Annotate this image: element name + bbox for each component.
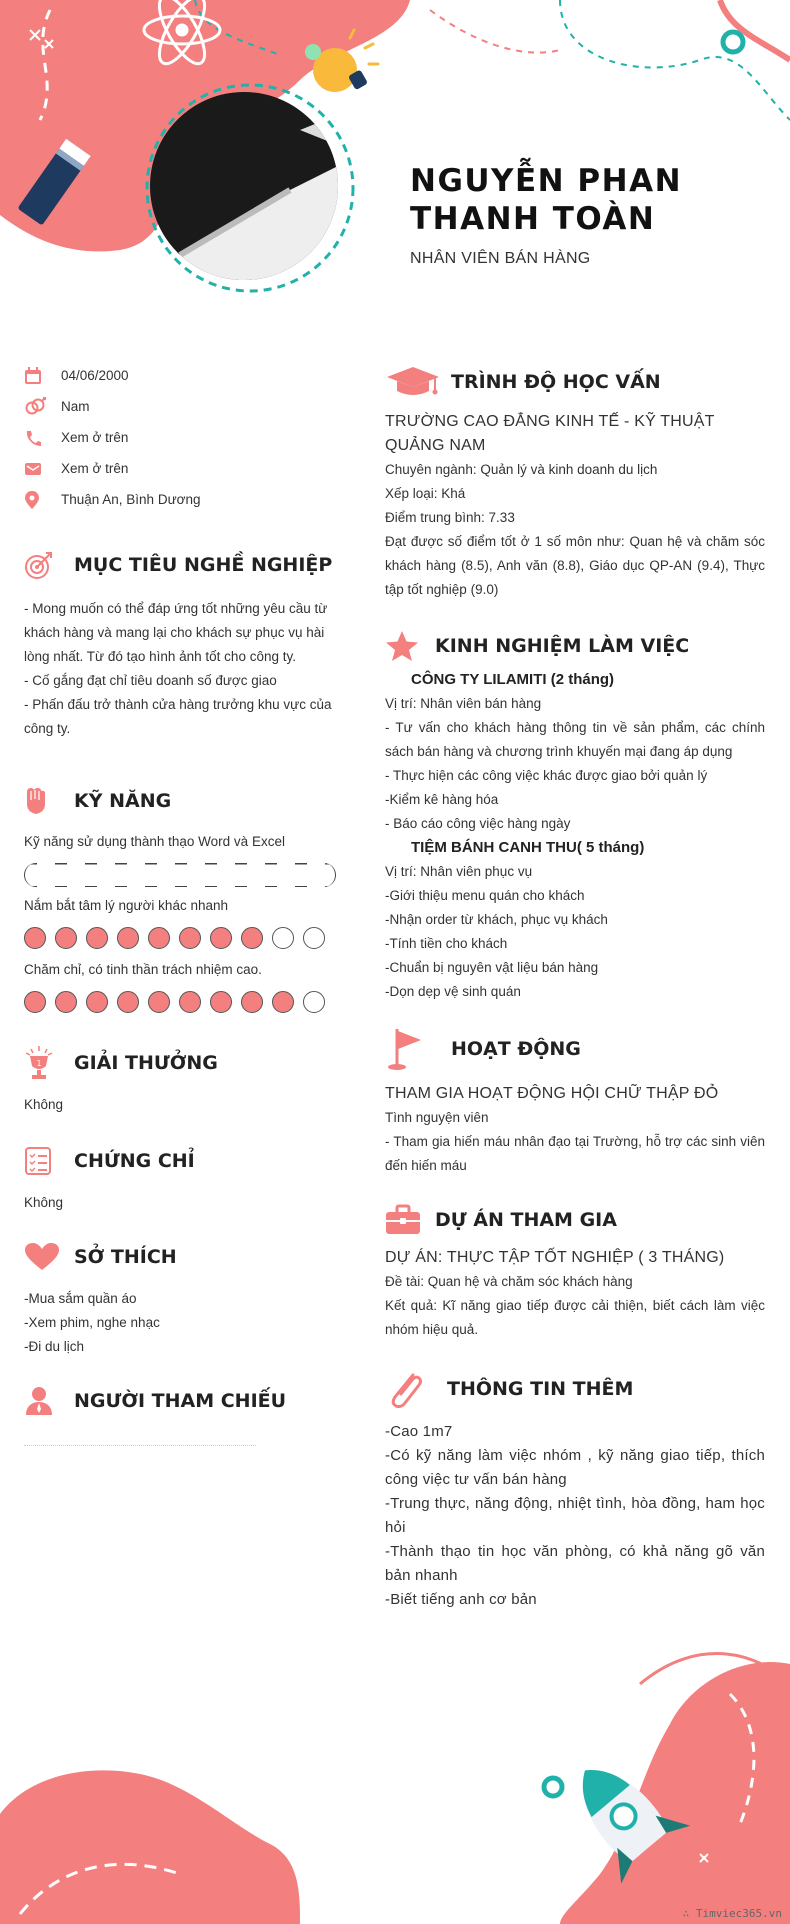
- full-name-line2: THANH TOÀN: [410, 201, 656, 237]
- rating-dot: [24, 991, 46, 1013]
- rating-dot: [86, 927, 108, 949]
- rating-dot: [241, 991, 263, 1013]
- contact-list: [24, 360, 344, 515]
- fist-icon: [24, 786, 74, 816]
- objective-header: [24, 543, 344, 587]
- education-title: TRÌNH ĐỘ HỌC VẤN: [451, 371, 661, 393]
- briefcase-icon: [385, 1204, 435, 1236]
- rating-dot: [303, 927, 325, 949]
- skill-rating-bar: [24, 863, 336, 887]
- awards-text: Không: [24, 1097, 64, 1112]
- calendar-icon: [24, 367, 61, 385]
- rating-dot: [148, 927, 170, 949]
- rating-dot: [24, 927, 46, 949]
- education-details: Chuyên ngành: Quản lý và kinh doanh du lịch Xếp loại: Khá Điểm trung bình: 7.33 Đạt được số điểm tốt ở 1 số môn như: Quan hệ và chăm sóc khách hàng (8.5), Anh văn (8.8), Giáo dục QP-AN (9.4), Thực tập tốt nghiệp (9.0): [385, 462, 765, 597]
- extra-text: -Cao 1m7 -Có kỹ năng làm việc nhóm , kỹ năng giao tiếp, thích công việc tư vấn bán hàng -Trung thực, năng động, nhiệt tình, hòa đồng, ham học hỏi -Thành thạo tin học văn phòng, có khả năng gõ văn bản nhanh -Biết tiếng anh cơ bản: [385, 1423, 765, 1608]
- skill-item: Nắm bắt tâm lý người khác nhanh: [24, 895, 344, 951]
- skill-item: Kỹ năng sử dụng thành thạo Word và Excel: [24, 831, 344, 887]
- certificates-header: [24, 1139, 344, 1183]
- watermark: ∴ Timviec365.vn: [682, 1907, 782, 1920]
- checklist-icon: [24, 1146, 74, 1176]
- job-entry: CÔNG TY LILAMITI (2 tháng) Vị trí: Nhân viên bán hàng - Tư vấn cho khách hàng thông tin về sản phẩm, các chính sách bán hàng và chương trình khuyến mại đang áp dụng - Thực hiện các công việc khác được giao bởi quản lý -Kiểm kê hàng hóa - Báo cáo công việc hàng ngày: [385, 668, 765, 836]
- paperclip-icon: [385, 1369, 447, 1409]
- svg-text:1: 1: [36, 1059, 42, 1068]
- target-icon: [24, 550, 74, 580]
- skills-title: KỸ NĂNG: [74, 790, 172, 812]
- phone-icon: [24, 429, 61, 447]
- rating-dot: [117, 991, 139, 1013]
- rating-dot: [86, 991, 108, 1013]
- name-block: [410, 162, 770, 268]
- objective-text: - Mong muốn có thể đáp ứng tốt những yêu cầu từ khách hàng và mang lại cho khách sự phục vụ hài lòng nhất. Từ đó tạo hình ảnh tốt cho công ty. - Cố gắng đạt chỉ tiêu doanh số được giao - Phấn đấu trở thành cửa hàng trưởng khu vực của công ty.: [24, 601, 332, 736]
- hobbies-title: SỞ THÍCH: [74, 1246, 177, 1268]
- contact-birthday: 04/06/2000: [24, 360, 344, 391]
- email-icon: [24, 461, 61, 477]
- contact-location: Thuận An, Bình Dương: [24, 484, 344, 515]
- rating-dot: [272, 927, 294, 949]
- rating-dot: [179, 927, 201, 949]
- rating-dot: [210, 927, 232, 949]
- references-header: [24, 1379, 344, 1423]
- star-icon: [385, 630, 435, 662]
- experience-title: KINH NGHIỆM LÀM VIỆC: [435, 635, 690, 657]
- awards-header: [24, 1041, 344, 1085]
- skill-rating: [24, 991, 344, 1015]
- projects-title: DỰ ÁN THAM GIA: [435, 1209, 617, 1231]
- bottom-decoration: [0, 1594, 790, 1924]
- company-name: TIỆM BÁNH CANH THU( 5 tháng): [411, 839, 645, 856]
- awards-title: GIẢI THƯỞNG: [74, 1052, 218, 1074]
- company-name: CÔNG TY LILAMITI (2 tháng): [411, 671, 615, 688]
- right-column: TRÌNH ĐỘ HỌC VẤN TRƯỜNG CAO ĐẲNG KINH TẾ - KỸ THUẬT QUẢNG NAM Chuyên ngành: Quản lý và kinh doanh du lịch Xếp loại: Khá Điểm trung bình: 7.33 Đạt được số điểm tốt ở 1 số môn như: Quan hệ và chăm sóc khách hàng (8.5), Anh văn (8.8), Giáo dục QP-AN (9.4), Thực tập tốt nghiệp (9.0) KINH NGHIỆM LÀM VIỆC CÔNG TY LILAMITI (2 tháng) Vị trí: Nhân viên bán hàng - Tư vấn cho khách hàng thông tin về sản phẩm, các chính sách bán hàng và chương trình khuyến mại đang áp dụng - Thực hiện các công việc khác được giao bởi quản lý -Kiểm kê hàng hóa - Báo cáo công việc hàng ngày TIỆM BÁNH CANH THU( 5 tháng) Vị trí: Nhân viên phục vụ -Giới thiệu menu quán cho khách -Nhận order từ khách, phục vụ khách -Tính tiền cho khách -Chuẩn bị nguyên vật liệu bán hàng -Dọn dẹp vệ sinh quán HOẠT ĐỘNG THAM GIA HOẠT ĐỘNG HỘI CHỮ THẬP ĐỎ Tình nguyện viên - Tham gia hiến máu nhân đạo tại Trường, hỗ trợ các sinh viên đến hiến máu DỰ ÁN THAM GIA DỰ ÁN: THỰC TẬP TỐT NGHIỆP ( 3 THÁNG) Đề tài: Quan hệ và chăm sóc khách hàng Kết quả: Kĩ năng giao tiếp được cải thiện, biết cách làm việc nhóm hiệu quả. THÔNG TIN THÊM -Cao 1m7 -Có kỹ năng làm việc nhóm , kỹ năng giao tiếp, thích công việc tư vấn bán hàng -Trung thực, năng động, nhiệt tình, hòa đồng, ham học hỏi -Thành thạo tin học văn phòng, có khả năng gõ văn bản nhanh -Biết tiếng anh cơ bản: [385, 360, 765, 1612]
- job-entry: TIỆM BÁNH CANH THU( 5 tháng) Vị trí: Nhân viên phục vụ -Giới thiệu menu quán cho khách -Nhận order từ khách, phục vụ khách -Tính tiền cho khách -Chuẩn bị nguyên vật liệu bán hàng -Dọn dẹp vệ sinh quán: [385, 836, 765, 1004]
- rating-dot: [210, 991, 232, 1013]
- projects-header: [385, 1198, 765, 1242]
- person-icon: [24, 1386, 74, 1416]
- certificates-text: Không: [24, 1195, 64, 1210]
- extra-title: THÔNG TIN THÊM: [447, 1378, 634, 1400]
- rating-dot: [241, 927, 263, 949]
- objective-title: MỤC TIÊU NGHỀ NGHIỆP: [74, 554, 333, 576]
- references-title: NGƯỜI THAM CHIẾU: [74, 1390, 287, 1412]
- hobbies-text: -Mua sắm quần áo -Xem phim, nghe nhạc -Đi du lịch: [24, 1291, 160, 1354]
- contact-phone: Xem ở trên: [24, 422, 344, 453]
- heart-icon: [24, 1242, 74, 1272]
- activity-org: THAM GIA HOẠT ĐỘNG HỘI CHỮ THẬP ĐỎ: [385, 1085, 719, 1102]
- skills-header: [24, 779, 344, 823]
- rating-dot: [148, 991, 170, 1013]
- school-name: TRƯỜNG CAO ĐẲNG KINH TẾ - KỸ THUẬT QUẢNG NAM: [385, 413, 715, 454]
- activities-header: [385, 1024, 765, 1074]
- gender-icon: [24, 397, 61, 417]
- rating-dot: [272, 991, 294, 1013]
- skill-rating: [24, 927, 344, 951]
- skill-list: [24, 831, 344, 1015]
- rating-dot: [117, 927, 139, 949]
- location-icon: [24, 490, 61, 510]
- contact-email: Xem ở trên: [24, 453, 344, 484]
- contact-gender: Nam: [24, 391, 344, 422]
- extra-header: [385, 1364, 765, 1414]
- hobbies-header: [24, 1235, 344, 1279]
- experience-header: [385, 624, 765, 668]
- graduation-cap-icon: [385, 365, 451, 399]
- project-name: DỰ ÁN: THỰC TẬP TỐT NGHIỆP ( 3 THÁNG): [385, 1249, 725, 1266]
- rating-dot: [55, 927, 77, 949]
- flag-icon: [385, 1027, 451, 1071]
- references-divider: [24, 1445, 256, 1446]
- full-name-line1: NGUYỄN PHAN: [410, 163, 683, 199]
- rating-dot: [55, 991, 77, 1013]
- activities-title: HOẠT ĐỘNG: [451, 1038, 581, 1060]
- certificates-title: CHỨNG CHỈ: [74, 1150, 195, 1172]
- left-column: [24, 360, 344, 1446]
- education-header: [385, 360, 765, 404]
- job-title: NHÂN VIÊN BÁN HÀNG: [410, 250, 591, 267]
- skill-item: Chăm chỉ, có tinh thần trách nhiệm cao.: [24, 959, 344, 1015]
- rating-dot: [303, 991, 325, 1013]
- rating-dot: [179, 991, 201, 1013]
- trophy-icon: [24, 1046, 74, 1080]
